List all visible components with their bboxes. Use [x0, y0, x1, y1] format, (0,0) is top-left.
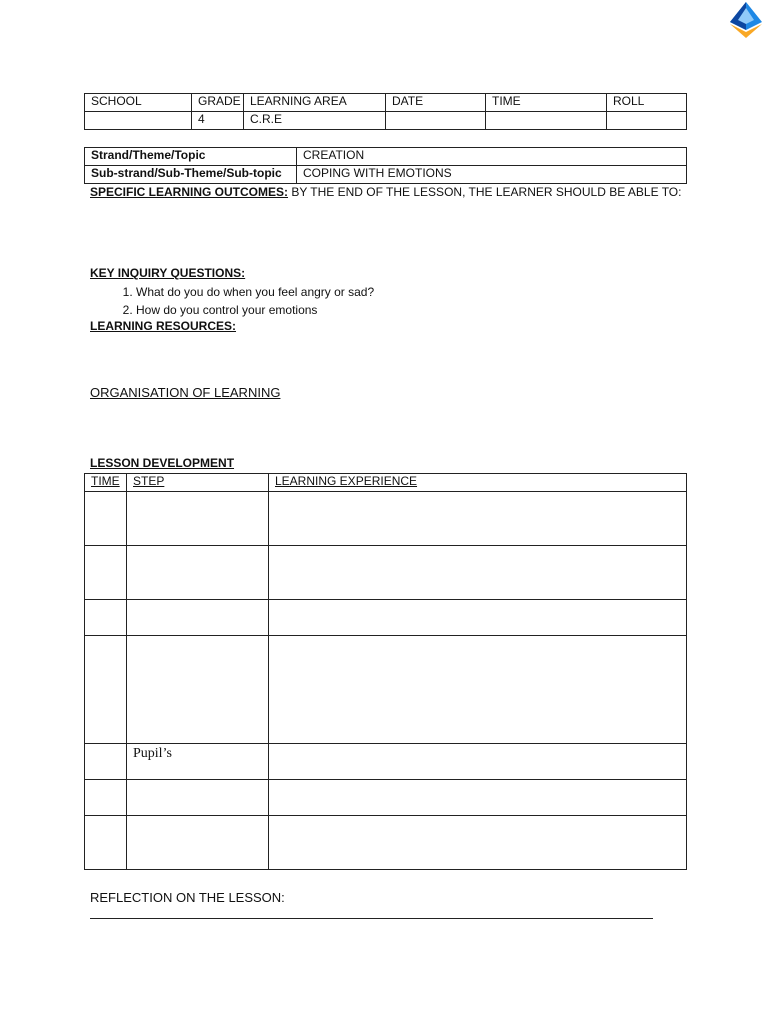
experience-cell	[269, 744, 687, 780]
table-row	[85, 744, 687, 780]
experience-cell	[269, 780, 687, 816]
step-cell	[127, 546, 269, 600]
header-cell-learning-area: LEARNING AREA	[244, 94, 386, 112]
value-cell-roll	[607, 112, 687, 130]
step-cell	[127, 492, 269, 546]
time-cell	[85, 600, 127, 636]
school-info-value-row	[85, 112, 687, 130]
experience-cell	[269, 636, 687, 744]
outcomes-line	[90, 185, 681, 200]
lesson-table-header-row	[85, 474, 687, 492]
value-cell-time	[486, 112, 607, 130]
experience-cell	[269, 492, 687, 546]
time-cell	[85, 492, 127, 546]
experience-cell	[269, 546, 687, 600]
experience-cell	[269, 816, 687, 870]
step-cell	[127, 816, 269, 870]
reflection-answer-line	[90, 918, 653, 919]
column-header-time: TIME	[85, 474, 127, 492]
step-cell	[127, 636, 269, 744]
substrand-value: COPING WITH EMOTIONS	[297, 166, 687, 184]
strand-table	[84, 147, 687, 184]
strand-row	[85, 148, 687, 166]
strand-label: Strand/Theme/Topic	[85, 148, 297, 166]
strand-value: CREATION	[297, 148, 687, 166]
column-header-step: STEP	[127, 474, 269, 492]
time-cell	[85, 780, 127, 816]
lesson-development-table	[84, 473, 687, 870]
inquiry-question: 2. How do you control your emotions	[136, 301, 374, 319]
value-cell-school	[85, 112, 192, 130]
value-cell-date	[386, 112, 486, 130]
time-cell	[85, 546, 127, 600]
inquiry-question: 1. What do you do when you feel angry or sad?	[136, 283, 374, 301]
school-info-header-row	[85, 94, 687, 112]
value-cell-learning-area: C.R.E	[244, 112, 386, 130]
table-row	[85, 636, 687, 744]
outcomes-text: BY THE END OF THE LESSON, THE LEARNER SHOULD BE ABLE TO:	[288, 185, 682, 199]
table-row	[85, 492, 687, 546]
table-row	[85, 816, 687, 870]
header-cell-grade: GRADE	[192, 94, 244, 112]
inquiry-question-list	[90, 283, 374, 319]
header-cell-school: SCHOOL	[85, 94, 192, 112]
header-cell-time: TIME	[486, 94, 607, 112]
table-row	[85, 780, 687, 816]
diamond-logo-icon	[724, 0, 768, 40]
substrand-label: Sub-strand/Sub-Theme/Sub-topic	[85, 166, 297, 184]
column-header-learning-experience: LEARNING EXPERIENCE	[269, 474, 687, 492]
inquiry-heading: KEY INQUIRY QUESTIONS:	[90, 266, 246, 280]
step-cell	[127, 780, 269, 816]
organisation-heading: ORGANISATION OF LEARNING	[90, 385, 281, 400]
table-row	[85, 600, 687, 636]
reflection-heading: REFLECTION ON THE LESSON:	[90, 890, 285, 905]
outcomes-heading: SPECIFIC LEARNING OUTCOMES:	[90, 185, 289, 199]
time-cell	[85, 636, 127, 744]
lesson-development-heading: LESSON DEVELOPMENT	[90, 456, 235, 470]
header-cell-date: DATE	[386, 94, 486, 112]
header-cell-roll: ROLL	[607, 94, 687, 112]
resources-heading: LEARNING RESOURCES:	[90, 319, 237, 333]
step-cell	[127, 600, 269, 636]
time-cell	[85, 816, 127, 870]
value-cell-grade: 4	[192, 112, 244, 130]
time-cell	[85, 744, 127, 780]
table-row	[85, 546, 687, 600]
substrand-row	[85, 166, 687, 184]
step-cell: Pupil’s	[127, 744, 269, 780]
experience-cell	[269, 600, 687, 636]
school-info-table	[84, 93, 687, 130]
